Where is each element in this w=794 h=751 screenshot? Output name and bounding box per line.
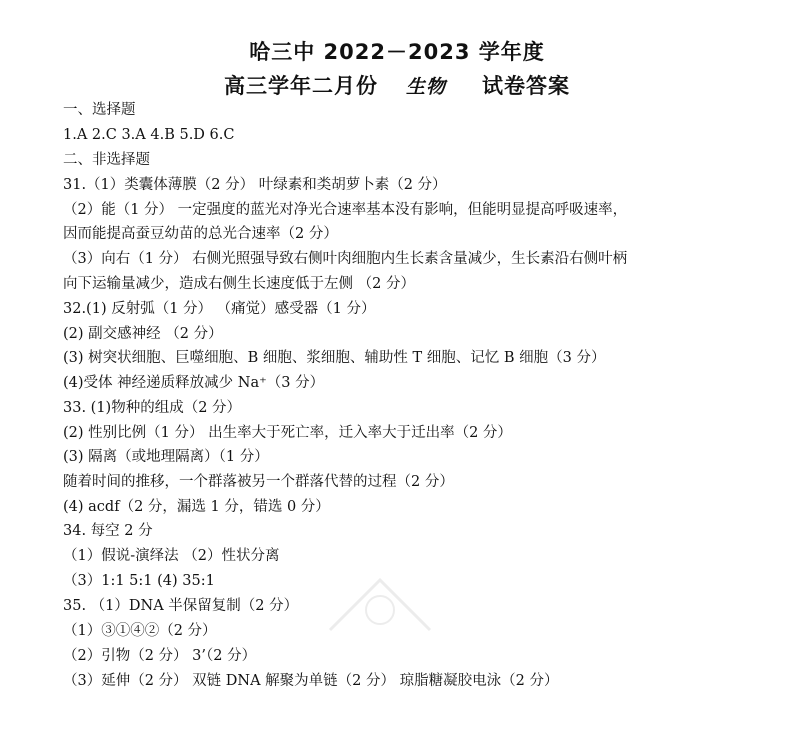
answer-line: (2) 性别比例（1 分） 出生率大于死亡率，迁入率大于迁出率（2 分） [63, 425, 512, 441]
answer-line: （1）假说-演绎法 （2）性状分离 [63, 548, 280, 564]
title-grade-month: 高三学年二月份 [223, 74, 378, 98]
answer-line: (4)受体 神经递质释放减少 Na⁺（3 分） [63, 375, 325, 391]
answer-line: (2) 副交感神经 （2 分） [63, 326, 223, 342]
title-school-year: 哈三中 2022－2023 学年度 [249, 40, 545, 64]
answer-line: 33. (1)物种的组成（2 分） [63, 400, 242, 416]
answer-line: 向下运输量减少，造成右侧生长速度低于左侧 （2 分） [63, 276, 415, 292]
section-heading-non-choice: 二、非选择题 [63, 152, 150, 168]
watermark-logo-icon [320, 560, 440, 650]
answer-line: 35. （1）DNA 半保留复制（2 分） [63, 598, 299, 614]
answer-line: 随着时间的推移，一个群落被另一个群落代替的过程（2 分） [63, 474, 454, 490]
answer-line: （1）③①④②（2 分） [63, 623, 217, 639]
title-exam [0, 70, 794, 100]
answer-line: 34. 每空 2 分 [63, 523, 153, 539]
answer-line: （3）1:1 5:1 (4) 35:1 [63, 573, 215, 589]
answer-line: (4) acdf（2 分，漏选 1 分，错选 0 分） [63, 499, 330, 515]
answer-line: （3）向右（1 分） 右侧光照强导致右侧叶肉细胞内生长素含量减少，生长素沿右侧叶柄 [63, 251, 628, 267]
answer-line: 因而能提高蚕豆幼苗的总光合速率（2 分） [63, 226, 338, 242]
answer-line: 32.(1) 反射弧（1 分） （痛觉）感受器（1 分） [63, 301, 376, 317]
choice-answers: 1.A 2.C 3.A 4.B 5.D 6.C [63, 127, 235, 143]
answer-line: (3) 隔离（或地理隔离）（1 分） [63, 449, 269, 465]
answer-line: （2）能（1 分） 一定强度的蓝光对净光合速率基本没有影响，但能明显提高呼吸速率， [63, 202, 628, 218]
answer-line: (3) 树突状细胞、巨噬细胞、B 细胞、浆细胞、辅助性 T 细胞、记忆 B 细胞（3 分） [63, 350, 606, 366]
title-answer-key: 试卷答案 [482, 74, 570, 98]
title-subject: 生物 [405, 76, 446, 98]
answer-line: （3）延伸（2 分） 双链 DNA 解聚为单链（2 分） 琼脂糖凝胶电泳（2 分） [63, 673, 559, 689]
answer-line: 31.（1）类囊体薄膜（2 分） 叶绿素和类胡萝卜素（2 分） [63, 177, 447, 193]
section-heading-multiple-choice: 一、选择题 [63, 102, 136, 118]
answer-line: （2）引物（2 分） 3’（2 分） [63, 648, 257, 664]
